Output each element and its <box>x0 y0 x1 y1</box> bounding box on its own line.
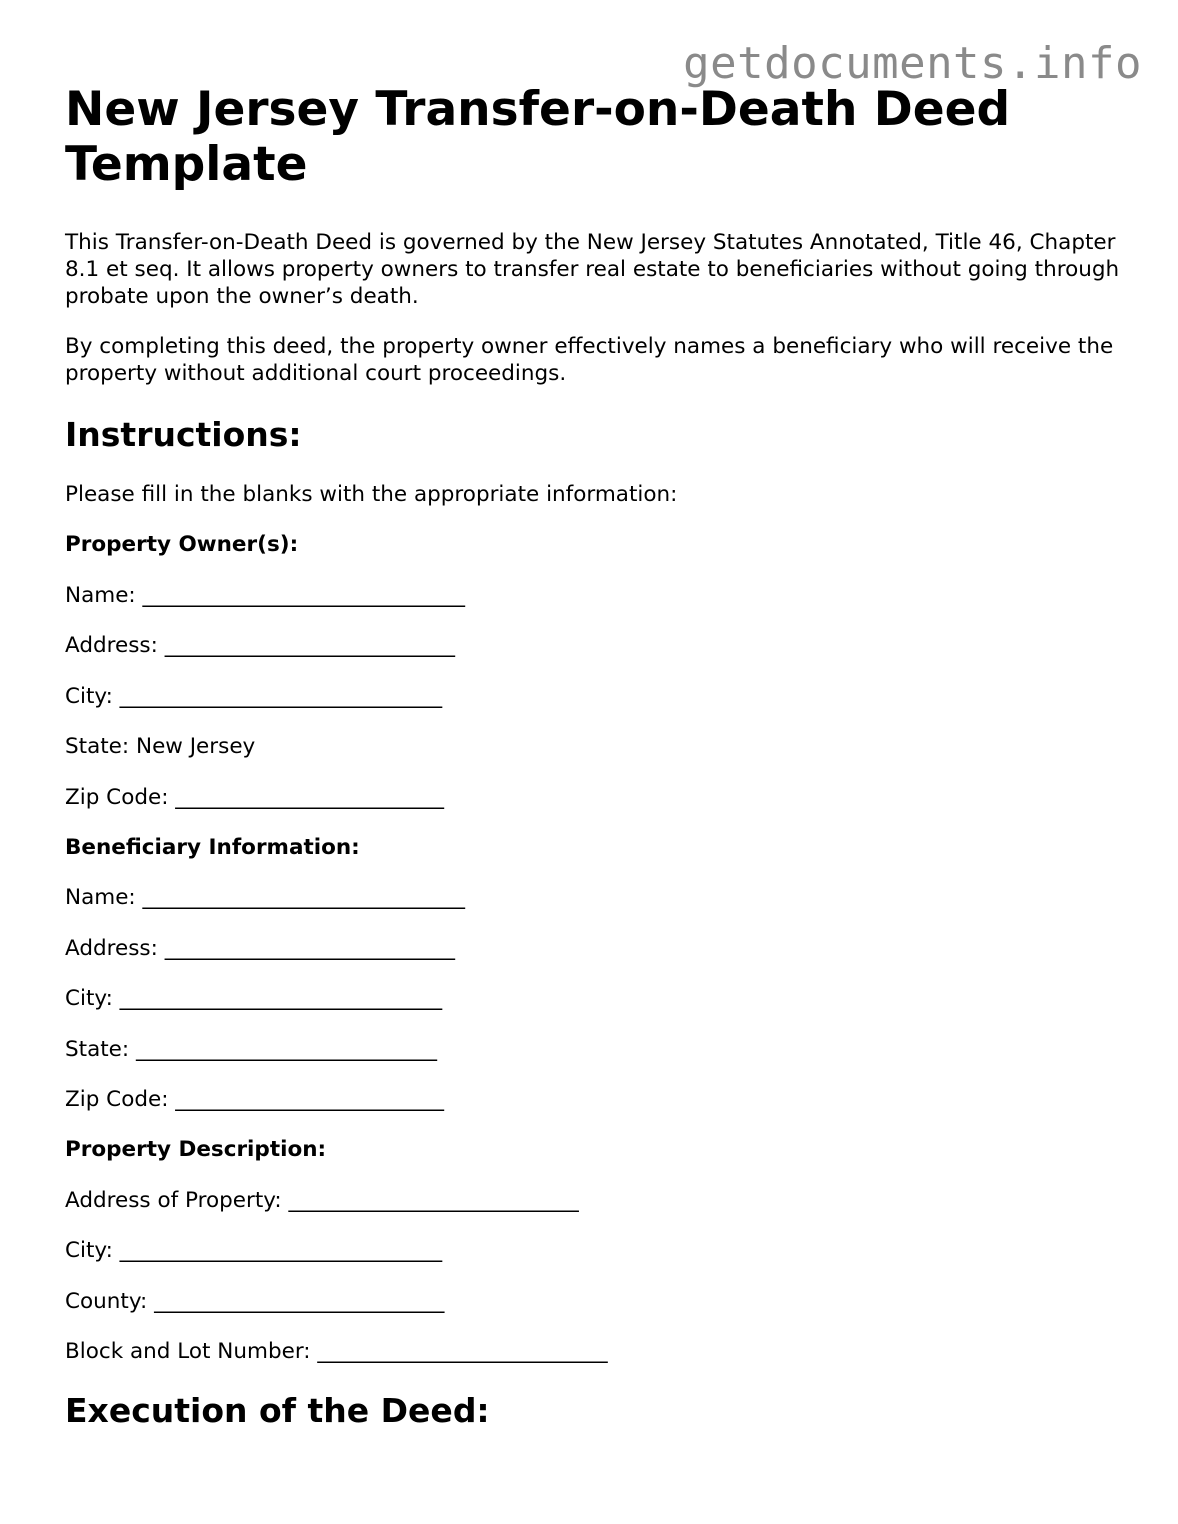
intro-paragraph-1: This Transfer-on-Death Deed is governed by the New Jersey Statutes Annotated, Title 46, Chapter 8.1 et seq. It allows property owners to transfer real estate to beneficiaries without going through probate upon the owner’s death. <box>65 230 1120 309</box>
execution-heading: Execution of the Deed: <box>65 1391 490 1430</box>
property-section-heading: Property Description: <box>65 1137 327 1162</box>
property-county-field[interactable]: County: ___________________________ <box>65 1288 445 1314</box>
beneficiary-name-field[interactable]: Name: ______________________________ <box>65 885 466 910</box>
owner-address-field[interactable]: Address: ___________________________ <box>65 633 455 658</box>
page-title: New Jersey Transfer-on-Death Deed Template <box>65 82 1011 192</box>
beneficiary-state-field[interactable]: State: ____________________________ <box>65 1036 437 1062</box>
fill-note: Please fill in the blanks with the appropriate information: <box>65 482 678 507</box>
owner-city-field[interactable]: City: ______________________________ <box>65 683 443 709</box>
watermark: getdocuments.info <box>683 38 1142 89</box>
document-page <box>65 82 1125 1431</box>
property-address-field[interactable]: Address of Property: ___________________________ <box>65 1187 579 1213</box>
property-city-field[interactable]: City: ______________________________ <box>65 1238 443 1263</box>
owner-name-field[interactable]: Name: ______________________________ <box>65 582 466 608</box>
property-block-lot-field[interactable]: Block and Lot Number: ___________________________ <box>65 1339 608 1364</box>
owner-state-field: State: New Jersey <box>65 734 256 759</box>
beneficiary-section-heading: Beneficiary Information: <box>65 834 360 860</box>
owner-section-heading: Property Owner(s): <box>65 532 299 557</box>
beneficiary-city-field[interactable]: City: ______________________________ <box>65 986 443 1011</box>
owner-zip-field[interactable]: Zip Code: _________________________ <box>65 784 445 810</box>
beneficiary-zip-field[interactable]: Zip Code: _________________________ <box>65 1087 445 1112</box>
beneficiary-address-field[interactable]: Address: ___________________________ <box>65 935 455 961</box>
intro-paragraph-2: By completing this deed, the property owner effectively names a beneficiary who will receive the property without additional court proceedings. <box>65 334 1114 386</box>
instructions-heading: Instructions: <box>65 415 302 454</box>
